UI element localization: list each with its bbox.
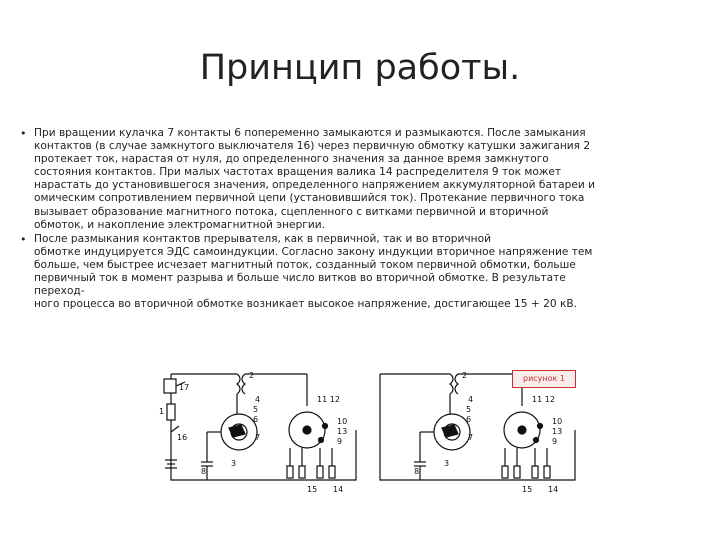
- label-14: 14: [548, 485, 559, 494]
- label-3: 3: [231, 459, 237, 468]
- bullet-dot-icon: •: [20, 232, 27, 246]
- label-13: 13: [337, 427, 348, 436]
- label-14: 14: [333, 485, 344, 494]
- ignition-circuit-diagram-closed: [157, 362, 363, 502]
- label-13: 13: [552, 427, 563, 436]
- label-11-12: 11 12: [317, 395, 340, 404]
- bullet-item: [20, 233, 680, 312]
- label-7: 7: [255, 433, 261, 442]
- label-3: 3: [444, 459, 450, 468]
- label-8: 8: [201, 467, 207, 476]
- label-9: 9: [552, 437, 558, 446]
- label-15: 15: [307, 485, 318, 494]
- bullet-text: При вращении кулачка 7 контакты 6 попеременно замыкаются и размыкаются. После замыкания контактов (в случае замкнутого выключателя 16) через первичную обмотку катушки зажигания 2 протекает ток, нарастая от нуля, до определенного значения за данное время замкнутого состояния контактов. При малых частотах вращения валика 14 распределителя 9 ток может нарастать до установившегося значения, определенного напряжением аккумуляторной батареи и омическим сопротивлением первичной цепи (установившийся ток). Протекание первичного тока вызывает образование магнитного потока, сцепленного с витками первичной и вторичной обмоток, и накопление электромагнитной энергии.: [34, 127, 595, 231]
- label-5: 5: [253, 405, 259, 414]
- label-4: 4: [468, 395, 474, 404]
- label-9: 9: [337, 437, 343, 446]
- label-11-12: 11 12: [532, 395, 555, 404]
- figure-badge: рисунок 1: [512, 370, 576, 388]
- label-6: 6: [466, 415, 472, 424]
- label-10: 10: [337, 417, 348, 426]
- label-10: 10: [552, 417, 563, 426]
- label-5: 5: [466, 405, 472, 414]
- bullet-item: [20, 127, 680, 232]
- label-2: 2: [249, 371, 255, 380]
- label-15: 15: [522, 485, 533, 494]
- bullet-dot-icon: •: [20, 127, 27, 140]
- slide-title: Принцип работы.: [199, 48, 521, 88]
- label-4: 4: [255, 395, 261, 404]
- bullet-list: [20, 127, 680, 311]
- label-7: 7: [468, 433, 474, 442]
- label-1: 1: [159, 407, 165, 416]
- label-17: 17: [179, 383, 190, 392]
- label-2: 2: [462, 371, 468, 380]
- label-6: 6: [253, 415, 259, 424]
- bullet-text: После размыкания контактов прерывателя, как в первичной, так и во вторичной обмотке индуцируется ЭДС самоиндукции. Согласно закону индукции вторичное напряжение тем больше, чем быстрее исчезает магнитный поток, созданный током первичной обмотки, больше первичный ток в момент разрыва и больше число витков во вторичной обмотке. В результате переход- ного процесса во вторичной обмотке возникает высокое напряжение, достигающее 15 + 20 кВ.: [34, 232, 593, 311]
- label-8: 8: [414, 467, 420, 476]
- label-16: 16: [177, 433, 188, 442]
